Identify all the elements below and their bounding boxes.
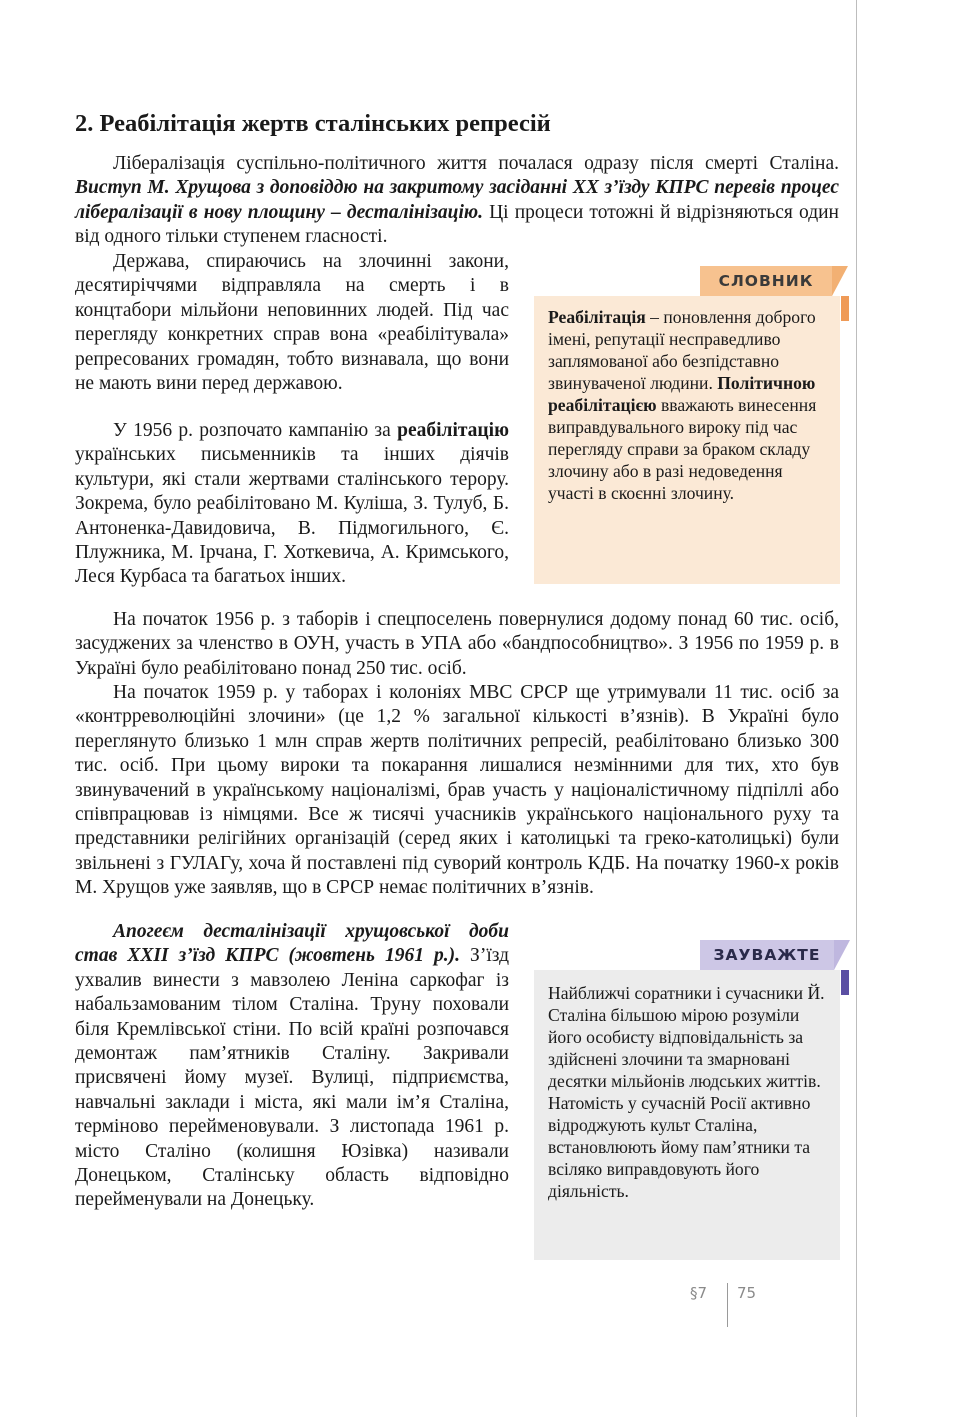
paragraph-camps-1956	[75, 608, 839, 681]
dictionary-term-rehabilitation: Реабілітація	[548, 307, 646, 327]
dictionary-accent-strip	[841, 296, 849, 321]
paragraph-state	[75, 250, 509, 396]
p1-text-c: Ці процеси тотожні й відрізняються один від одного тільки ступенем гласності.	[75, 201, 839, 248]
note-accent-strip	[841, 970, 849, 995]
p6-emphasis: Апогеєм десталінізації хрущовської доби став ХХІІ з’їзд КПРС (жовтень 1961 р.).	[75, 921, 509, 967]
p5-text: На початок 1959 р. у таборах і колоніях МВС СРСР ще утримували 11 тис. осіб за «контрреволюційні злочини» (це 1,2 % загальної кількості в’язнів). В Україні було переглянуто близько 1 млн справ жертв політичних репресій, реабілітовано близько 300 тис. осіб. При цьому вироки та покарання лишалися незмінними для тих, хто був звинувачений в українському націоналізмі, брав участь у націоналістичному підпіллі або співпрацював із німцями. Все ж тисячі учасників українського національного руху та представники релігійних організацій (серед яких і католицькі та греко-католицькі) були звільнені з ГУЛАГу, хоча й поставлені під суворий контроль КДБ. На початку 1960-х років М. Хрущов уже заявляв, що в СРСР немає політичних в’язнів.	[75, 682, 839, 899]
note-box	[534, 970, 840, 1260]
paragraph-camps-1959	[75, 681, 839, 901]
dictionary-definition-2: вважають винесення виправдувального вироку під час перегляду справи за браком складу злочину або в разі недоведення участі в скоєнні злочину.	[548, 395, 817, 503]
paragraph-liberalization	[75, 152, 839, 250]
page-edge-line	[856, 0, 857, 1417]
paragraph-xxii-congress	[75, 920, 509, 1213]
p3-term: реабілітацію	[397, 420, 509, 441]
dictionary-tab: СЛОВНИК	[700, 266, 832, 296]
note-tab: ЗАУВАЖТЕ	[700, 940, 834, 970]
p3-text-a: У 1956 р. розпочато кампанію за	[113, 420, 398, 441]
dictionary-tab-fold	[832, 266, 848, 296]
p2-text: Держава, спираючись на злочинні закони, десятиріччями відправляла на смерть і в концтабори мільйони неповинних людей. Під час перегляду конкретних справ вона «реабілітувала» репресованих громадян, тобто визнавала, що вони не мають вини перед державою.	[75, 251, 509, 395]
p3-text-c: українських письменників та інших діячів культури, які стали жертвами сталінського терору. Зокрема, було реабілітовано М. Куліша, З. Тулуб, Б. Антоненка-Давидовича, В. Підмогильного, Є. Плужника, М. Ірчана, Г. Хоткевича, А. Кримського, Леся Курбаса та багатьох інших.	[75, 444, 509, 588]
dictionary-term-political-rehabilitation: Політичною реабілітацією	[548, 373, 816, 415]
footer-divider	[727, 1283, 728, 1327]
p1-text-a: Лібералізація суспільно-політичного життя почалася одразу після смерті Сталіна.	[113, 153, 839, 174]
footer-page-number: 75	[737, 1284, 757, 1302]
dictionary-definition-1: – поновлення доброго імені, репутації несправедливо заплямованої або безпідставно звинуваченої людини.	[548, 307, 816, 393]
note-tab-fold	[834, 940, 850, 970]
dictionary-box	[534, 296, 840, 584]
footer-section-number: §7	[690, 1284, 708, 1302]
note-text: Найближчі соратники і сучасники Й. Сталіна більшою мірою розуміли його особисту відповідальність за здійснені злочини та змарновані десятки мільйонів людських життів. Натомість у сучасній Росії активно відроджують культ Сталіна, встановлюють йому пам’ятники та всіляко виправдовують його діяльність.	[548, 983, 825, 1201]
paragraph-rehabilitation-1956	[75, 419, 509, 590]
p4-text: На початок 1956 р. з таборів і спецпоселень повернулися додому понад 60 тис. осіб, засуджених за членство в ОУН, участь в УПА або «бандпособництво». З 1956 по 1959 р. в Україні було реабілітовано понад 250 тис. осіб.	[75, 609, 839, 679]
p6-text-b: З’їзд ухвалив винести з мавзолею Леніна саркофаг із набальзамованим тілом Сталіна. Труну поховали біля Кремлівської стіни. По всій країні розпочався демонтаж пам’ятників Сталіну. Закривали присвячені йому музеї. Вулиці, підприємства, навчальні заклади і міста, які мали ім’я Сталіна, терміново перейменовували. З листопада 1961 р. місто Сталіно (колишня Юзівка) називали Донецьком, Сталінську область відповідно перейменували на Донецьку.	[75, 945, 510, 1211]
p1-emphasis: Виступ М. Хрущова з доповіддю на закритому засіданні ХХ з’їзду КПРС перевів процес лібералізації в нову площину – десталінізацію.	[75, 177, 839, 223]
section-heading: 2. Реабілітація жертв сталінських репресій	[75, 110, 551, 137]
